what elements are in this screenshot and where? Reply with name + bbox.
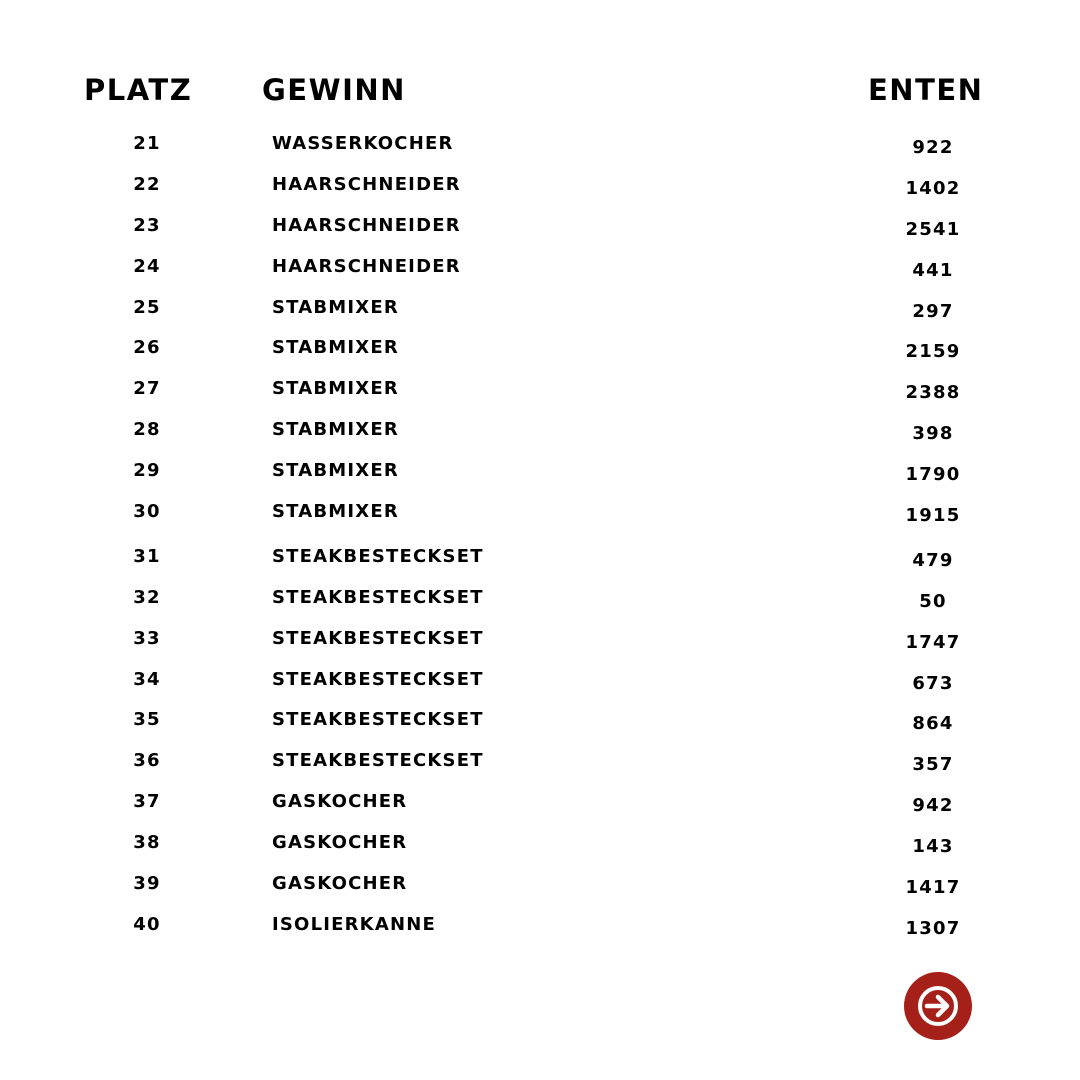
enten-cell: 2388 [905, 382, 961, 404]
column-header-platz: PLATZ [84, 73, 193, 107]
gewinn-cell: HAARSCHNEIDER [272, 173, 461, 195]
gewinn-cell: STABMIXER [272, 501, 399, 523]
enten-cell: 1915 [905, 505, 961, 527]
enten-cell: 1747 [905, 631, 961, 653]
next-page-button[interactable] [904, 972, 972, 1040]
table-row [0, 374, 1080, 415]
gewinn-cell: STABMIXER [272, 419, 399, 441]
platz-cell: 34 [133, 668, 161, 690]
platz-cell: 37 [133, 791, 161, 813]
table-row [0, 129, 1080, 170]
gewinn-cell: STABMIXER [272, 378, 399, 400]
gewinn-cell: STEAKBESTECKSET [272, 627, 484, 649]
gewinn-cell: GASKOCHER [272, 832, 408, 854]
gewinn-cell: WASSERKOCHER [272, 133, 454, 154]
enten-cell: 479 [912, 549, 954, 571]
table-row [0, 497, 1080, 538]
platz-cell: 22 [133, 173, 161, 195]
column-header-enten: ENTEN [868, 73, 984, 107]
table-row [0, 211, 1080, 252]
table-row [0, 828, 1080, 869]
enten-cell: 942 [912, 795, 954, 817]
gewinn-cell: HAARSCHNEIDER [272, 255, 461, 277]
gewinn-cell: GASKOCHER [272, 791, 408, 813]
enten-cell: 50 [919, 590, 947, 612]
column-header-gewinn: GEWINN [262, 73, 406, 107]
gewinn-cell: GASKOCHER [272, 873, 408, 895]
enten-cell: 143 [912, 836, 954, 858]
table-row [0, 252, 1080, 293]
gewinn-cell: STEAKBESTECKSET [272, 545, 484, 567]
table-row [0, 869, 1080, 910]
platz-cell: 31 [133, 545, 161, 567]
enten-cell: 864 [912, 713, 954, 735]
platz-cell: 36 [133, 750, 161, 772]
table-row [0, 542, 1080, 583]
gewinn-cell: STABMIXER [272, 460, 399, 482]
platz-cell: 40 [133, 913, 161, 935]
platz-cell: 29 [133, 460, 161, 482]
enten-cell: 2159 [905, 341, 961, 363]
platz-cell: 27 [133, 378, 161, 400]
platz-cell: 32 [133, 586, 161, 608]
enten-cell: 357 [912, 754, 954, 776]
platz-cell: 21 [133, 133, 161, 154]
enten-cell: 1402 [905, 177, 961, 199]
platz-cell: 38 [133, 832, 161, 854]
enten-cell: 673 [912, 672, 954, 694]
arrow-right-icon [916, 984, 960, 1028]
platz-cell: 33 [133, 627, 161, 649]
platz-cell: 30 [133, 501, 161, 523]
gewinn-cell: ISOLIERKANNE [272, 913, 436, 935]
table-row [0, 705, 1080, 746]
table-row [0, 787, 1080, 828]
gewinn-cell: STEAKBESTECKSET [272, 750, 484, 772]
table-row [0, 170, 1080, 211]
gewinn-cell: STEAKBESTECKSET [272, 709, 484, 731]
gewinn-cell: STEAKBESTECKSET [272, 586, 484, 608]
enten-cell: 2541 [905, 218, 961, 240]
table-row [0, 746, 1080, 787]
enten-cell: 1417 [905, 877, 961, 899]
enten-cell: 1307 [905, 917, 961, 939]
enten-cell: 1790 [905, 464, 961, 486]
table-row [0, 583, 1080, 624]
platz-cell: 28 [133, 419, 161, 441]
enten-cell: 922 [912, 137, 954, 158]
gewinn-cell: HAARSCHNEIDER [272, 214, 461, 236]
enten-cell: 441 [912, 259, 954, 281]
platz-cell: 23 [133, 214, 161, 236]
results-table [0, 129, 1080, 951]
platz-cell: 35 [133, 709, 161, 731]
table-row [0, 910, 1080, 951]
gewinn-cell: STABMIXER [272, 296, 399, 318]
gewinn-cell: STABMIXER [272, 337, 399, 359]
table-row [0, 665, 1080, 706]
platz-cell: 39 [133, 873, 161, 895]
table-row [0, 456, 1080, 497]
gewinn-cell: STEAKBESTECKSET [272, 668, 484, 690]
table-row [0, 333, 1080, 374]
platz-cell: 25 [133, 296, 161, 318]
enten-cell: 398 [912, 423, 954, 445]
table-row [0, 415, 1080, 456]
table-row [0, 293, 1080, 334]
table-row [0, 624, 1080, 665]
platz-cell: 26 [133, 337, 161, 359]
enten-cell: 297 [912, 300, 954, 322]
platz-cell: 24 [133, 255, 161, 277]
